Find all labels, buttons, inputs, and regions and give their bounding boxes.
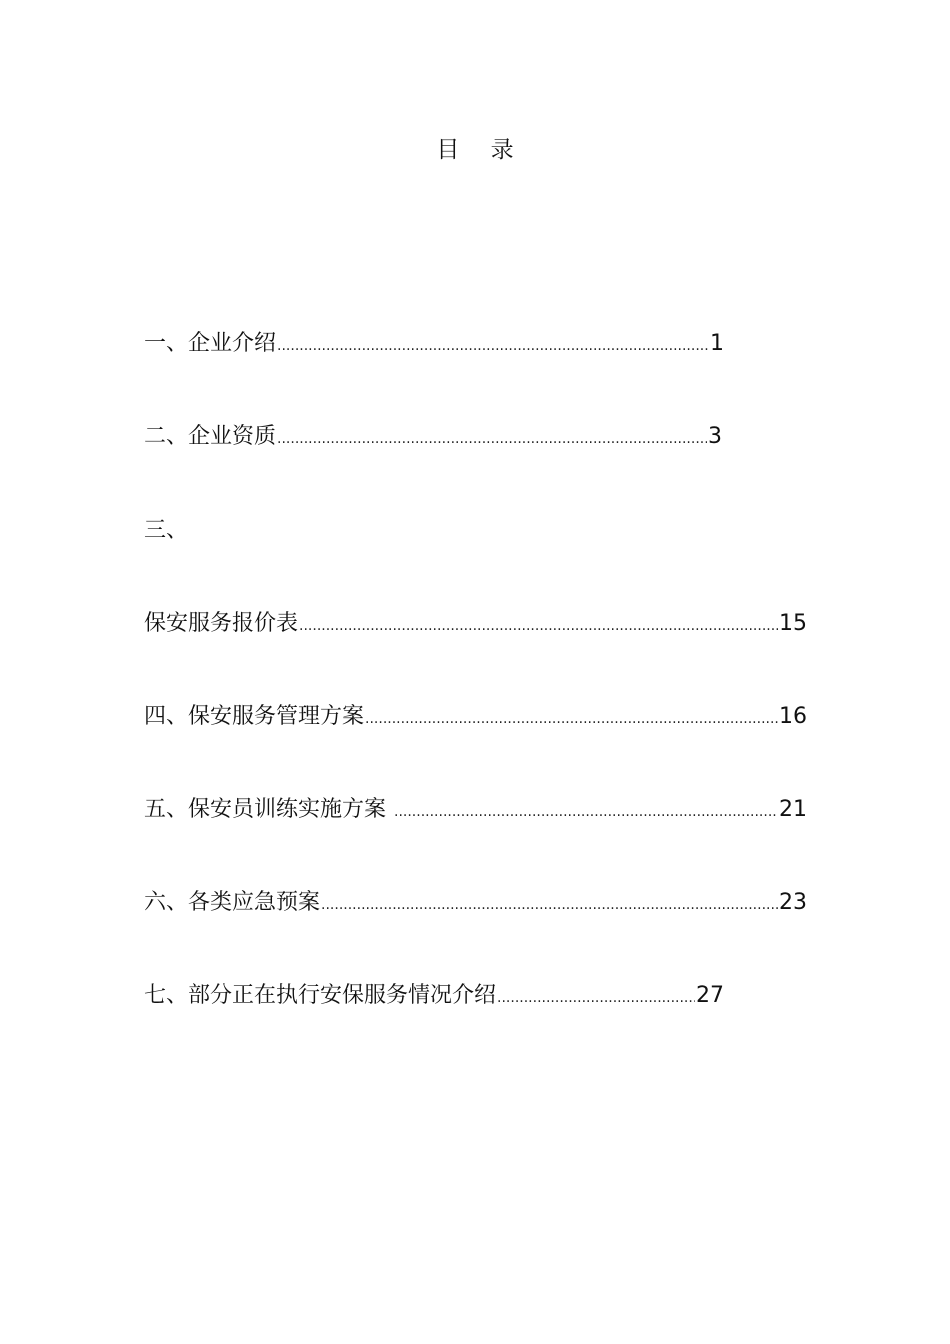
toc-entry-7[interactable] — [144, 888, 807, 920]
dot-leader — [321, 890, 778, 920]
toc-page-number: 23 — [779, 890, 807, 915]
toc-entry-label: 一、企业介绍 — [144, 331, 277, 356]
page-title: 目 录 — [436, 137, 526, 163]
dot-leader — [497, 983, 695, 1013]
toc-entry-label: 五、保安员训练实施方案 — [144, 797, 393, 822]
toc-page-number: 21 — [779, 797, 807, 822]
dot-leader — [299, 611, 778, 641]
toc-page-number: 15 — [779, 611, 807, 636]
toc-entry-3[interactable] — [144, 516, 188, 546]
toc-page-number: 3 — [708, 424, 722, 449]
dot-leader — [365, 704, 778, 734]
toc-entry-label: 四、保安服务管理方案 — [144, 704, 365, 729]
dot-leader — [277, 331, 709, 361]
toc-page-number: 27 — [696, 983, 724, 1008]
toc-page-number: 1 — [710, 331, 724, 356]
toc-entry-8[interactable] — [144, 981, 724, 1013]
toc-entry-5[interactable] — [144, 702, 807, 734]
toc-entry-label: 二、企业资质 — [144, 424, 277, 449]
toc-page-number: 16 — [779, 704, 807, 729]
toc-entry-2[interactable] — [144, 422, 722, 454]
toc-entry-label: 六、各类应急预案 — [144, 890, 321, 915]
toc-entry-1[interactable] — [144, 329, 724, 361]
dot-leader — [277, 424, 707, 454]
toc-entry-label: 三、 — [144, 518, 189, 543]
toc-entry-6[interactable] — [144, 795, 807, 827]
toc-entry-label: 保安服务报价表 — [144, 611, 299, 636]
dot-leader — [394, 797, 778, 827]
toc-entry-4[interactable] — [144, 609, 807, 641]
toc-entry-label: 七、部分正在执行安保服务情况介绍 — [144, 983, 497, 1008]
